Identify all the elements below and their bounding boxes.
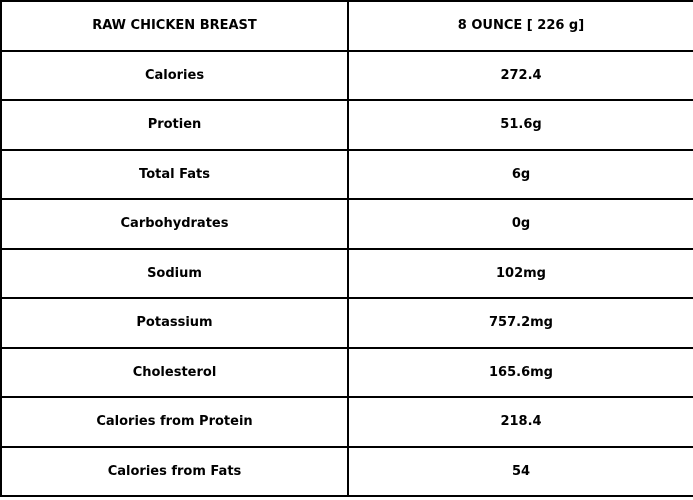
row-label: Cholesterol xyxy=(1,348,348,398)
row-label: Calories from Protein xyxy=(1,397,348,447)
table-row xyxy=(1,348,693,398)
row-value: 102mg xyxy=(348,249,693,299)
table-row xyxy=(1,51,693,101)
header-item-cell: RAW CHICKEN BREAST xyxy=(1,1,348,51)
row-value: 51.6g xyxy=(348,100,693,150)
row-value: 757.2mg xyxy=(348,298,693,348)
row-value: 165.6mg xyxy=(348,348,693,398)
row-label: Sodium xyxy=(1,249,348,299)
table-header-row xyxy=(1,1,693,51)
row-value: 0g xyxy=(348,199,693,249)
row-label: Protien xyxy=(1,100,348,150)
table-row xyxy=(1,100,693,150)
row-label: Potassium xyxy=(1,298,348,348)
row-value: 54 xyxy=(348,447,693,497)
row-value: 272.4 xyxy=(348,51,693,101)
table-row xyxy=(1,298,693,348)
table-row xyxy=(1,447,693,497)
row-value: 6g xyxy=(348,150,693,200)
row-value: 218.4 xyxy=(348,397,693,447)
row-label: Carbohydrates xyxy=(1,199,348,249)
table-row xyxy=(1,249,693,299)
row-label: Calories xyxy=(1,51,348,101)
header-amount-cell: 8 OUNCE [ 226 g] xyxy=(348,1,693,51)
row-label: Total Fats xyxy=(1,150,348,200)
table-row xyxy=(1,199,693,249)
table-row xyxy=(1,150,693,200)
row-label: Calories from Fats xyxy=(1,447,348,497)
table-row xyxy=(1,397,693,447)
